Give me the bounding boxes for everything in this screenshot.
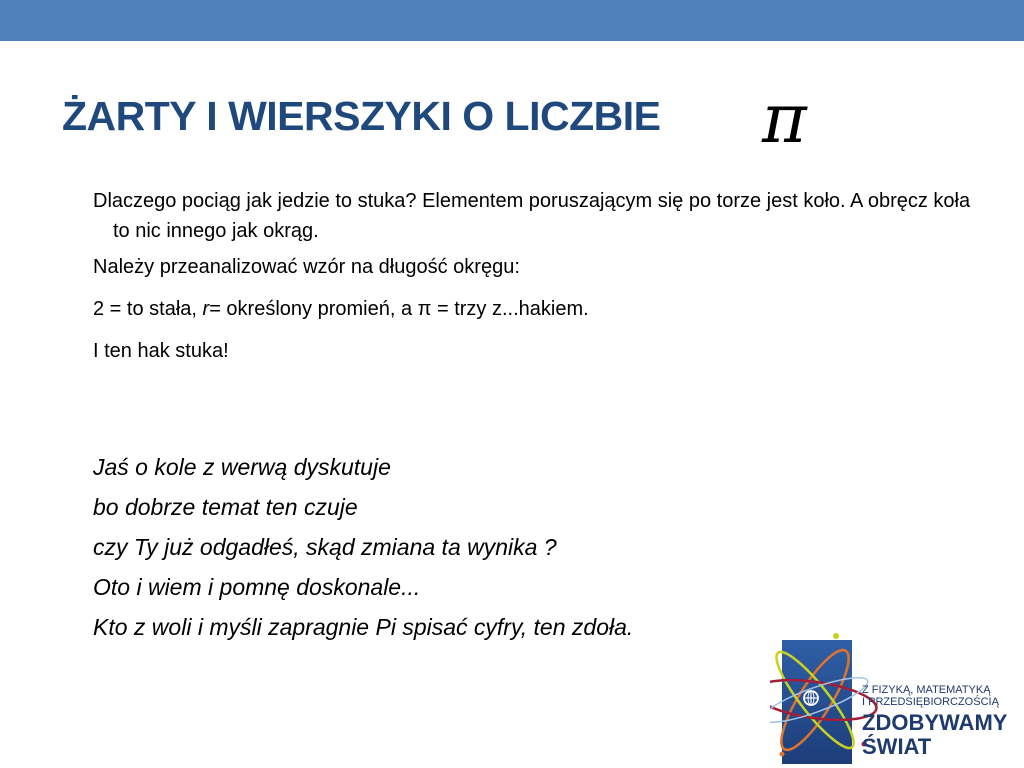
slide-body [93,186,973,378]
poem-line: Oto i wiem i pomnę doskonale... [93,574,421,600]
pi-icon: π [762,80,807,159]
poem-line: czy Ty już odgadłeś, skąd zmiana ta wynika ? [93,534,557,560]
slide-title: ŻARTY I WIERSZYKI O LICZBIE [62,93,661,139]
logo-line-2: I PRZEDSIĘBIORCZOŚCIĄ [862,696,999,708]
poem-line: Kto z woli i myśli zapragnie Pi spisać cyfry, ten zdoła. [93,614,634,640]
poem [93,447,893,647]
logo-line-4: ŚWIAT [862,734,932,759]
project-logo [770,622,1024,768]
poem-line: bo dobrze temat ten czuje [93,494,358,520]
logo-title [862,711,1007,759]
top-accent-bar [0,0,1024,41]
joke-punchline: I ten hak stuka! [93,340,229,362]
logo-line-1: Z FIZYKĄ, MATEMATYKĄ [862,684,991,696]
logo-line-3: ZDOBYWAMY [862,710,1008,735]
logo-subtitle [862,684,999,708]
radius-symbol: r [202,298,210,320]
joke-paragraph-1: Dlaczego pociąg jak jedzie to stuka? Elementem poruszającym się po torze jest koło. A obręcz koła to nic innego jak okrąg. [93,190,971,242]
formula-prefix: 2 = to stała, [93,298,203,320]
formula-suffix: = określony promień, a π = trzy z...hakiem. [209,298,589,320]
joke-paragraph-2: Należy przeanalizować wzór na długość okręgu: [93,256,520,278]
poem-line: Jaś o kole z werwą dyskutuje [93,454,391,480]
joke-paragraph-3 [93,294,973,324]
